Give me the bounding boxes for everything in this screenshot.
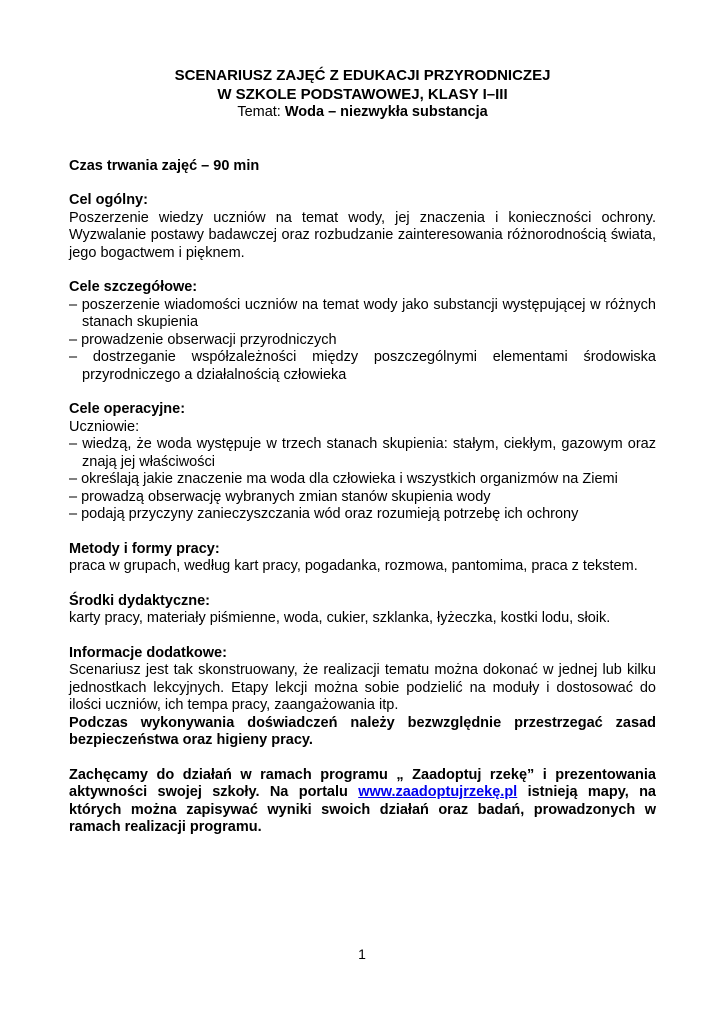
- encouragement-text-before: Zachęcamy do działań w ramach programu „ Zaadoptuj rzekę” i prezentowania aktywności swojej szkoły. Na portalu: [69, 766, 656, 800]
- encouragement-text-after: istnieją mapy, na których można zapisywać wyniki swoich działań oraz badań, prowadzonych w ramach realizacji programu.: [69, 784, 656, 835]
- operational-goals-intro: Uczniowie:: [69, 418, 140, 435]
- materials-heading: Środki dydaktyczne:: [69, 592, 211, 609]
- topic-value: Woda – niezwykła substancja: [284, 104, 488, 120]
- safety-note: Podczas wykonywania doświadczeń należy bezwzględnie przestrzegać zasad bezpieczeństwa oraz higieny pracy.: [69, 714, 656, 748]
- additional-info-heading: Informacje dodatkowe:: [69, 644, 227, 661]
- operational-goals-heading: Cele operacyjne:: [69, 401, 186, 417]
- list-item: – określają jakie znaczenie ma woda dla człowieka i wszystkich organizmów na Ziemi: [69, 471, 618, 487]
- list-item: – wiedzą, że woda występuje w trzech stanach skupienia: stałym, ciekłym, gazowym oraz znają jej właściwości: [69, 436, 656, 470]
- topic-line: [69, 104, 656, 122]
- materials-text: karty pracy, materiały piśmienne, woda, cukier, szklanka, łyżeczka, kostki lodu, słoik.: [69, 610, 611, 626]
- duration: Czas trwania zajęć – 90 min: [69, 157, 260, 174]
- list-item: – podają przyczyny zanieczyszczania wód oraz rozumieją potrzebę ich ochrony: [69, 506, 579, 522]
- list-item: – prowadzenie obserwacji przyrodniczych: [69, 331, 337, 348]
- title-line-2: W SZKOLE PODSTAWOWEJ, KLASY I–III: [217, 86, 508, 103]
- document-title: [69, 66, 656, 104]
- list-item: – poszerzenie wiadomości uczniów na temat wody jako substancji występującej w różnych stanach skupienia: [69, 296, 656, 330]
- operational-goals-section: [69, 401, 656, 524]
- encouragement-paragraph: [69, 767, 656, 837]
- specific-goals-section: [69, 279, 656, 384]
- title-line-1: SCENARIUSZ ZAJĘĆ Z EDUKACJI PRZYRODNICZEJ: [174, 67, 551, 84]
- general-goal-section: [69, 192, 656, 262]
- list-item: – prowadzą obserwację wybranych zmian stanów skupienia wody: [69, 488, 491, 505]
- materials-section: [69, 593, 656, 628]
- topic-label: Temat:: [237, 104, 281, 120]
- page-number: 1: [358, 946, 366, 962]
- specific-goals-heading: Cele szczegółowe:: [69, 279, 198, 295]
- methods-text: praca w grupach, według kart pracy, pogadanka, rozmowa, pantomima, praca z tekstem.: [69, 558, 638, 574]
- portal-link[interactable]: www.zaadoptujrzekę.pl: [358, 784, 518, 800]
- methods-section: [69, 541, 656, 576]
- methods-heading: Metody i formy pracy:: [69, 540, 220, 557]
- document-page: [69, 66, 656, 837]
- additional-info-section: [69, 645, 656, 750]
- general-goal-heading: Cel ogólny:: [69, 192, 148, 208]
- additional-info-text: Scenariusz jest tak skonstruowany, że realizacji tematu można dokonać w jednej lub kilku jednostkach lekcyjnych. Etapy lekcji można sobie podzielić na moduły i dostosować do ilości uczniów, ich tempa pracy, zaangażowania itp.: [69, 662, 656, 713]
- general-goal-text: Poszerzenie wiedzy uczniów na temat wody, jej znaczenia i konieczności ochrony. Wyzwalanie postawy badawczej oraz rozbudzanie zainteresowania różnorodnością świata, jego bogactwem i pięknem.: [69, 209, 656, 261]
- list-item: – dostrzeganie współzależności między poszczególnymi elementami środowiska przyrodniczego a działalnością człowieka: [69, 349, 656, 383]
